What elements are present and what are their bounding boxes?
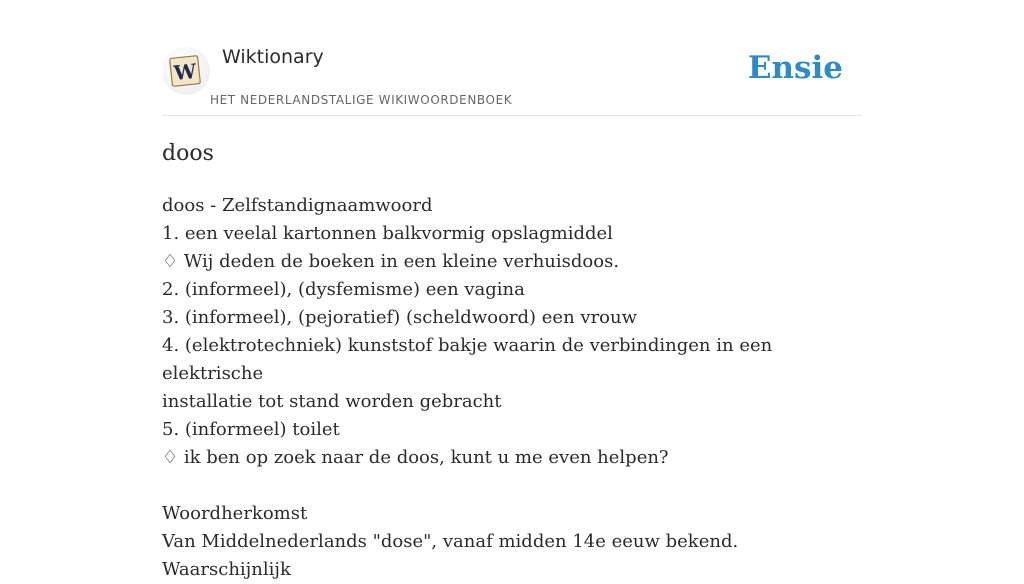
brand-logo[interactable]: Ensie bbox=[747, 50, 843, 86]
wiktionary-logo-icon[interactable] bbox=[162, 47, 210, 95]
entry-line: 3. (informeel), (pejoratief) (scheldwoord) een vrouw bbox=[162, 307, 638, 328]
site-tagline: HET NEDERLANDSTALIGE WIKIWOORDENBOEK bbox=[210, 93, 513, 107]
entry-line: Van Middelnederlands "dose", vanaf midden 14e eeuw bekend. Waarschijnlijk bbox=[162, 531, 739, 580]
entry-line: ♢ Wij deden de boeken in een kleine verhuisdoos. bbox=[162, 251, 620, 272]
logo-letter: W bbox=[172, 58, 198, 86]
entry-line: 5. (informeel) toilet bbox=[162, 419, 340, 440]
entry-line: installatie tot stand worden gebracht bbox=[162, 391, 502, 412]
site-header bbox=[162, 0, 862, 116]
entry-line: 2. (informeel), (dysfemisme) een vagina bbox=[162, 279, 525, 300]
site-name[interactable]: Wiktionary bbox=[222, 46, 324, 68]
entry-line bbox=[162, 472, 862, 500]
entry-line: 1. een veelal kartonnen balkvormig opslagmiddel bbox=[162, 223, 613, 244]
entry-line: ♢ ik ben op zoek naar de doos, kunt u me even helpen? bbox=[162, 447, 669, 468]
entry-title: doos bbox=[162, 141, 214, 166]
entry-line: doos - Zelfstandignaamwoord bbox=[162, 195, 433, 216]
logo-tile bbox=[168, 53, 204, 89]
entry-line: 4. (elektrotechniek) kunststof bakje waarin de verbindingen in een elektrische bbox=[162, 335, 773, 384]
etymology-heading: Woordherkomst bbox=[162, 503, 308, 524]
entry-lines bbox=[162, 192, 862, 584]
